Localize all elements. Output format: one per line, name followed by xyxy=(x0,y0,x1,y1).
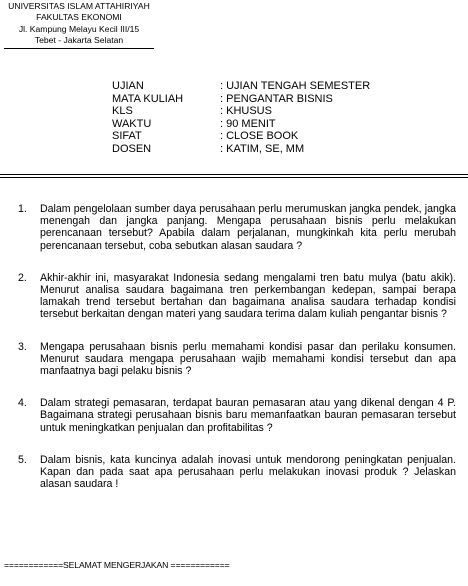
question-number: 2. xyxy=(18,271,27,284)
exam-info-row xyxy=(112,105,370,118)
exam-info-block xyxy=(112,80,370,156)
question-number: 5. xyxy=(18,453,27,466)
exam-info-row xyxy=(112,93,370,106)
exam-info-value: : KHUSUS xyxy=(220,105,272,118)
question-text: Mengapa perusahaan bisnis perlu memahami kondisi pasar dan perilaku konsumen. Menurut saudara mengapa perusahaan wajib memahami kondisi tersebut dan apa manfaatnya bagi pelaku bisnis ? xyxy=(40,340,456,378)
question-item xyxy=(18,203,456,252)
exam-info-value: : CLOSE BOOK xyxy=(220,130,299,143)
address-city: Tebet - Jakarta Selatan xyxy=(4,35,154,48)
exam-info-value: : 90 MENIT xyxy=(220,117,276,130)
exam-info-value: : UJIAN TENGAH SEMESTER xyxy=(220,80,371,92)
question-item xyxy=(18,341,456,378)
exam-info-label: MATA KULIAH xyxy=(112,92,184,105)
question-number: 3. xyxy=(18,340,27,353)
exam-info-row xyxy=(112,130,370,143)
question-item xyxy=(18,397,456,434)
question-text: Akhir-akhir ini, masyarakat Indonesia sedang mengalami tren batu mulya (batu akik). Menurut analisa saudara bagaimana tren perkembangan kedepan, sampai berapa lamakah trend tersebut bertahan dan bagaimana analisa saudara terhadap kondisi tersebut berkaitan dengan materi yang saudara terima dalam kuliah pengantar bisnis ? xyxy=(40,271,456,321)
exam-info-value: : PENGANTAR BISNIS xyxy=(220,92,333,105)
question-text: Dalam bisnis, kata kuncinya adalah inovasi untuk mendorong peningkatan penjualan. Kapan dan pada saat apa perusahaan perlu melakukan inovasi produk ? Jelaskan alasan saudara ! xyxy=(40,453,456,491)
exam-info-label: WAKTU xyxy=(112,117,152,130)
faculty-name: FAKULTAS EKONOMI xyxy=(36,12,122,23)
university-name: UNIVERSITAS ISLAM ATTAHIRIYAH xyxy=(8,1,150,11)
closing-message: ============SELAMAT MENGERJAKAN ============ xyxy=(4,560,230,570)
exam-info-label: DOSEN xyxy=(112,142,152,155)
address-street: Jl. Kampung Melayu Kecil III/15 xyxy=(18,23,140,34)
question-number: 1. xyxy=(18,203,27,215)
question-text: Dalam strategi pemasaran, terdapat bauran pemasaran atau yang dikenal dengan 4 P. Bagaimana strategi perusahaan bisnis baru memanfaatkan bauran pemasaran tersebut untuk meningkatkan penjualan dan profitabilitas ? xyxy=(40,397,456,434)
question-item xyxy=(18,272,456,321)
question-list xyxy=(18,203,456,510)
question-text: Dalam pengelolaan sumber daya perusahaan perlu merumuskan jangka pendek, jangka menengah dan jangka panjang. Mengapa perusahaan bisnis perlu melakukan perencanaan tersebut? Apabila dalam perjalanan, mungkinkah kita perlu merubah perencanaan tersebut, coba sebutkan alasan saudara ? xyxy=(40,203,456,252)
question-item xyxy=(18,454,456,491)
exam-info-label: UJIAN xyxy=(112,80,144,92)
exam-info-row xyxy=(112,80,370,93)
exam-info-row xyxy=(112,143,370,156)
exam-info-label: KLS xyxy=(112,105,133,118)
exam-info-label: SIFAT xyxy=(112,130,142,143)
institution-header xyxy=(4,1,154,49)
divider-line-top xyxy=(0,174,468,175)
question-number: 4. xyxy=(18,397,27,410)
exam-info-row xyxy=(112,118,370,131)
divider-line-bottom xyxy=(0,177,468,178)
exam-info-value: : KATIM, SE, MM xyxy=(220,142,305,155)
